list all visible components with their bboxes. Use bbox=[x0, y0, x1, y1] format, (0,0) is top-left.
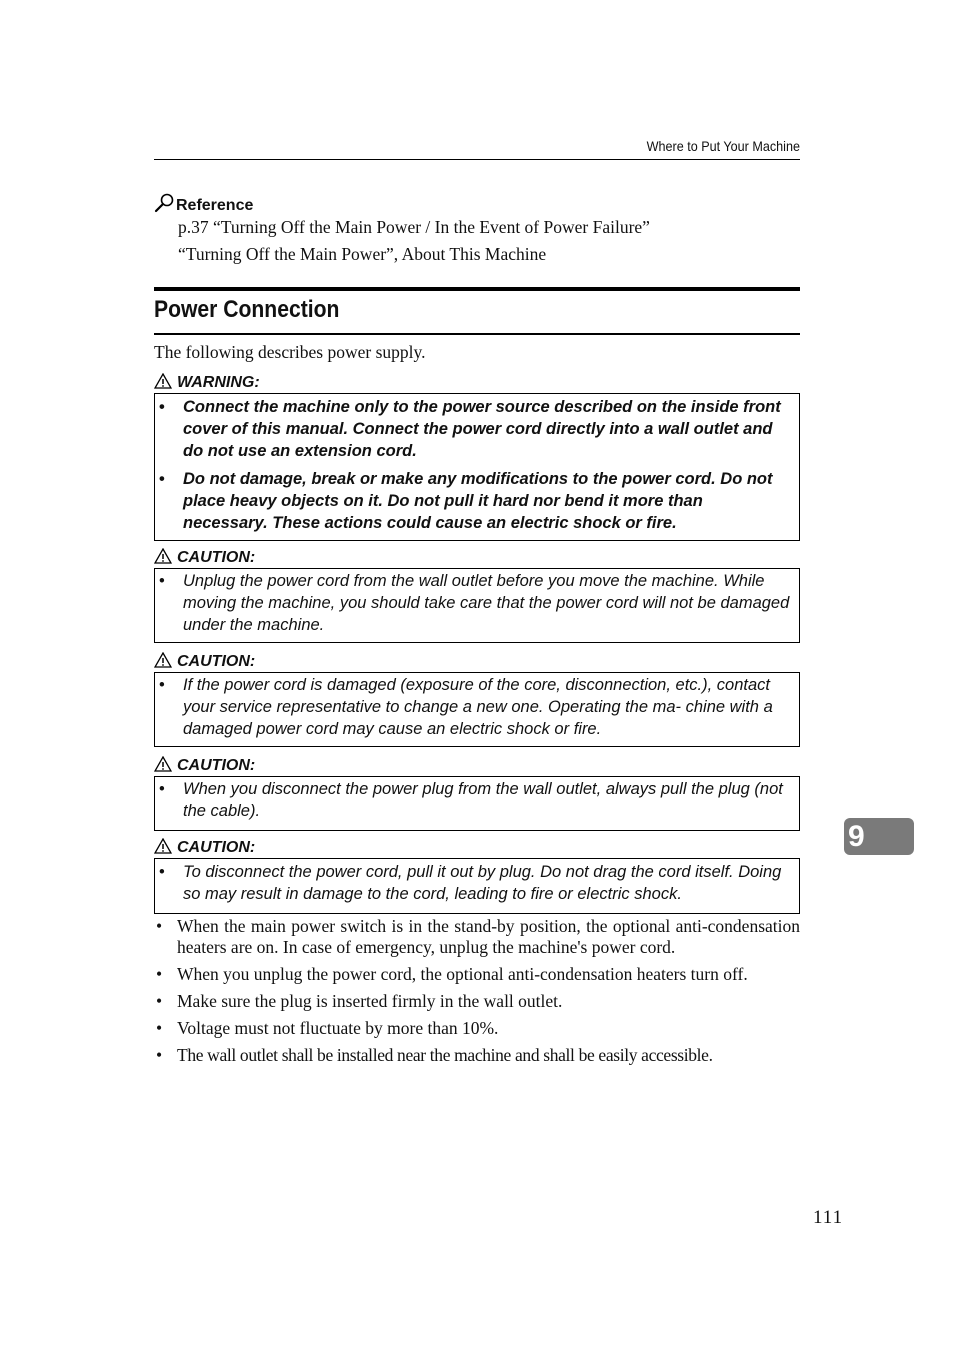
caution-box bbox=[154, 568, 800, 643]
notice-item: • To disconnect the power cord, pull it out by plug. Do not drag the cord itself. Doing so may result in damage to the cord, leading to fire or electric shock. bbox=[155, 861, 799, 905]
magnifier-icon bbox=[154, 193, 176, 213]
caution-triangle-icon bbox=[154, 756, 172, 772]
caution-label: CAUTION: bbox=[154, 756, 255, 775]
warning-triangle-icon bbox=[154, 373, 172, 389]
caution-triangle-icon bbox=[154, 838, 172, 854]
caution-box bbox=[154, 776, 800, 831]
section-intro: The following describes power supply. bbox=[154, 342, 426, 362]
caution-triangle-icon bbox=[154, 652, 172, 668]
reference-link-2[interactable]: “Turning Off the Main Power”, About This Machine bbox=[178, 244, 547, 264]
caution-box bbox=[154, 672, 800, 747]
warning-label: WARNING: bbox=[154, 373, 260, 392]
list-item: • Voltage must not fluctuate by more than 10%. bbox=[154, 1018, 800, 1039]
reference-link-1[interactable]: p.37 “Turning Off the Main Power / In the Event of Power Failure” bbox=[178, 217, 650, 237]
list-item: • When the main power switch is in the stand-by position, the optional anti-condensation heaters are on. In case of emergency, unplug the machine's power cord. bbox=[154, 916, 800, 958]
chapter-tab bbox=[844, 818, 914, 855]
warning-box bbox=[154, 393, 800, 541]
reference-heading bbox=[154, 193, 253, 215]
notice-item: • Unplug the power cord from the wall outlet before you move the machine. While moving the machine, you should take care that the power cord will not be damaged under the machine. bbox=[155, 570, 799, 636]
caution-label: CAUTION: bbox=[154, 838, 255, 857]
caution-label: CAUTION: bbox=[154, 652, 255, 671]
notice-item: • Do not damage, break or make any modifications to the power cord. Do not place heavy objects on it. Do not pull it hard nor bend it more than necessary. These actions could cause an electric shock or fire. bbox=[155, 468, 799, 534]
header-rule bbox=[154, 159, 800, 160]
power-notes-list bbox=[154, 916, 800, 1072]
list-item: • When you unplug the power cord, the optional anti-condensation heaters turn off. bbox=[154, 964, 800, 985]
notice-item: • Connect the machine only to the power source described on the inside front cover of this manual. Connect the power cord directly into a wall outlet and do not use an extension cord. bbox=[155, 396, 799, 462]
running-head: Where to Put Your Machine bbox=[646, 138, 800, 154]
caution-label: CAUTION: bbox=[154, 548, 255, 567]
list-item: • The wall outlet shall be installed near the machine and shall be easily accessible. bbox=[154, 1045, 800, 1066]
section-rule-top bbox=[154, 287, 800, 291]
section-rule-bottom bbox=[154, 333, 800, 335]
list-item: • Make sure the plug is inserted firmly in the wall outlet. bbox=[154, 991, 800, 1012]
section-title: Power Connection bbox=[154, 296, 340, 323]
reference-title: Reference bbox=[176, 197, 254, 214]
caution-triangle-icon bbox=[154, 548, 172, 564]
notice-item: • If the power cord is damaged (exposure of the core, disconnection, etc.), contact your service representative to change a new one. Operating the ma- chine with a damaged power cord may cause an electric shock or fire. bbox=[155, 674, 799, 740]
page-number: 111 bbox=[813, 1207, 844, 1228]
caution-box bbox=[154, 858, 800, 914]
notice-item: • When you disconnect the power plug from the wall outlet, always pull the plug (not the cable). bbox=[155, 778, 799, 822]
chapter-number: 9 bbox=[848, 820, 865, 853]
